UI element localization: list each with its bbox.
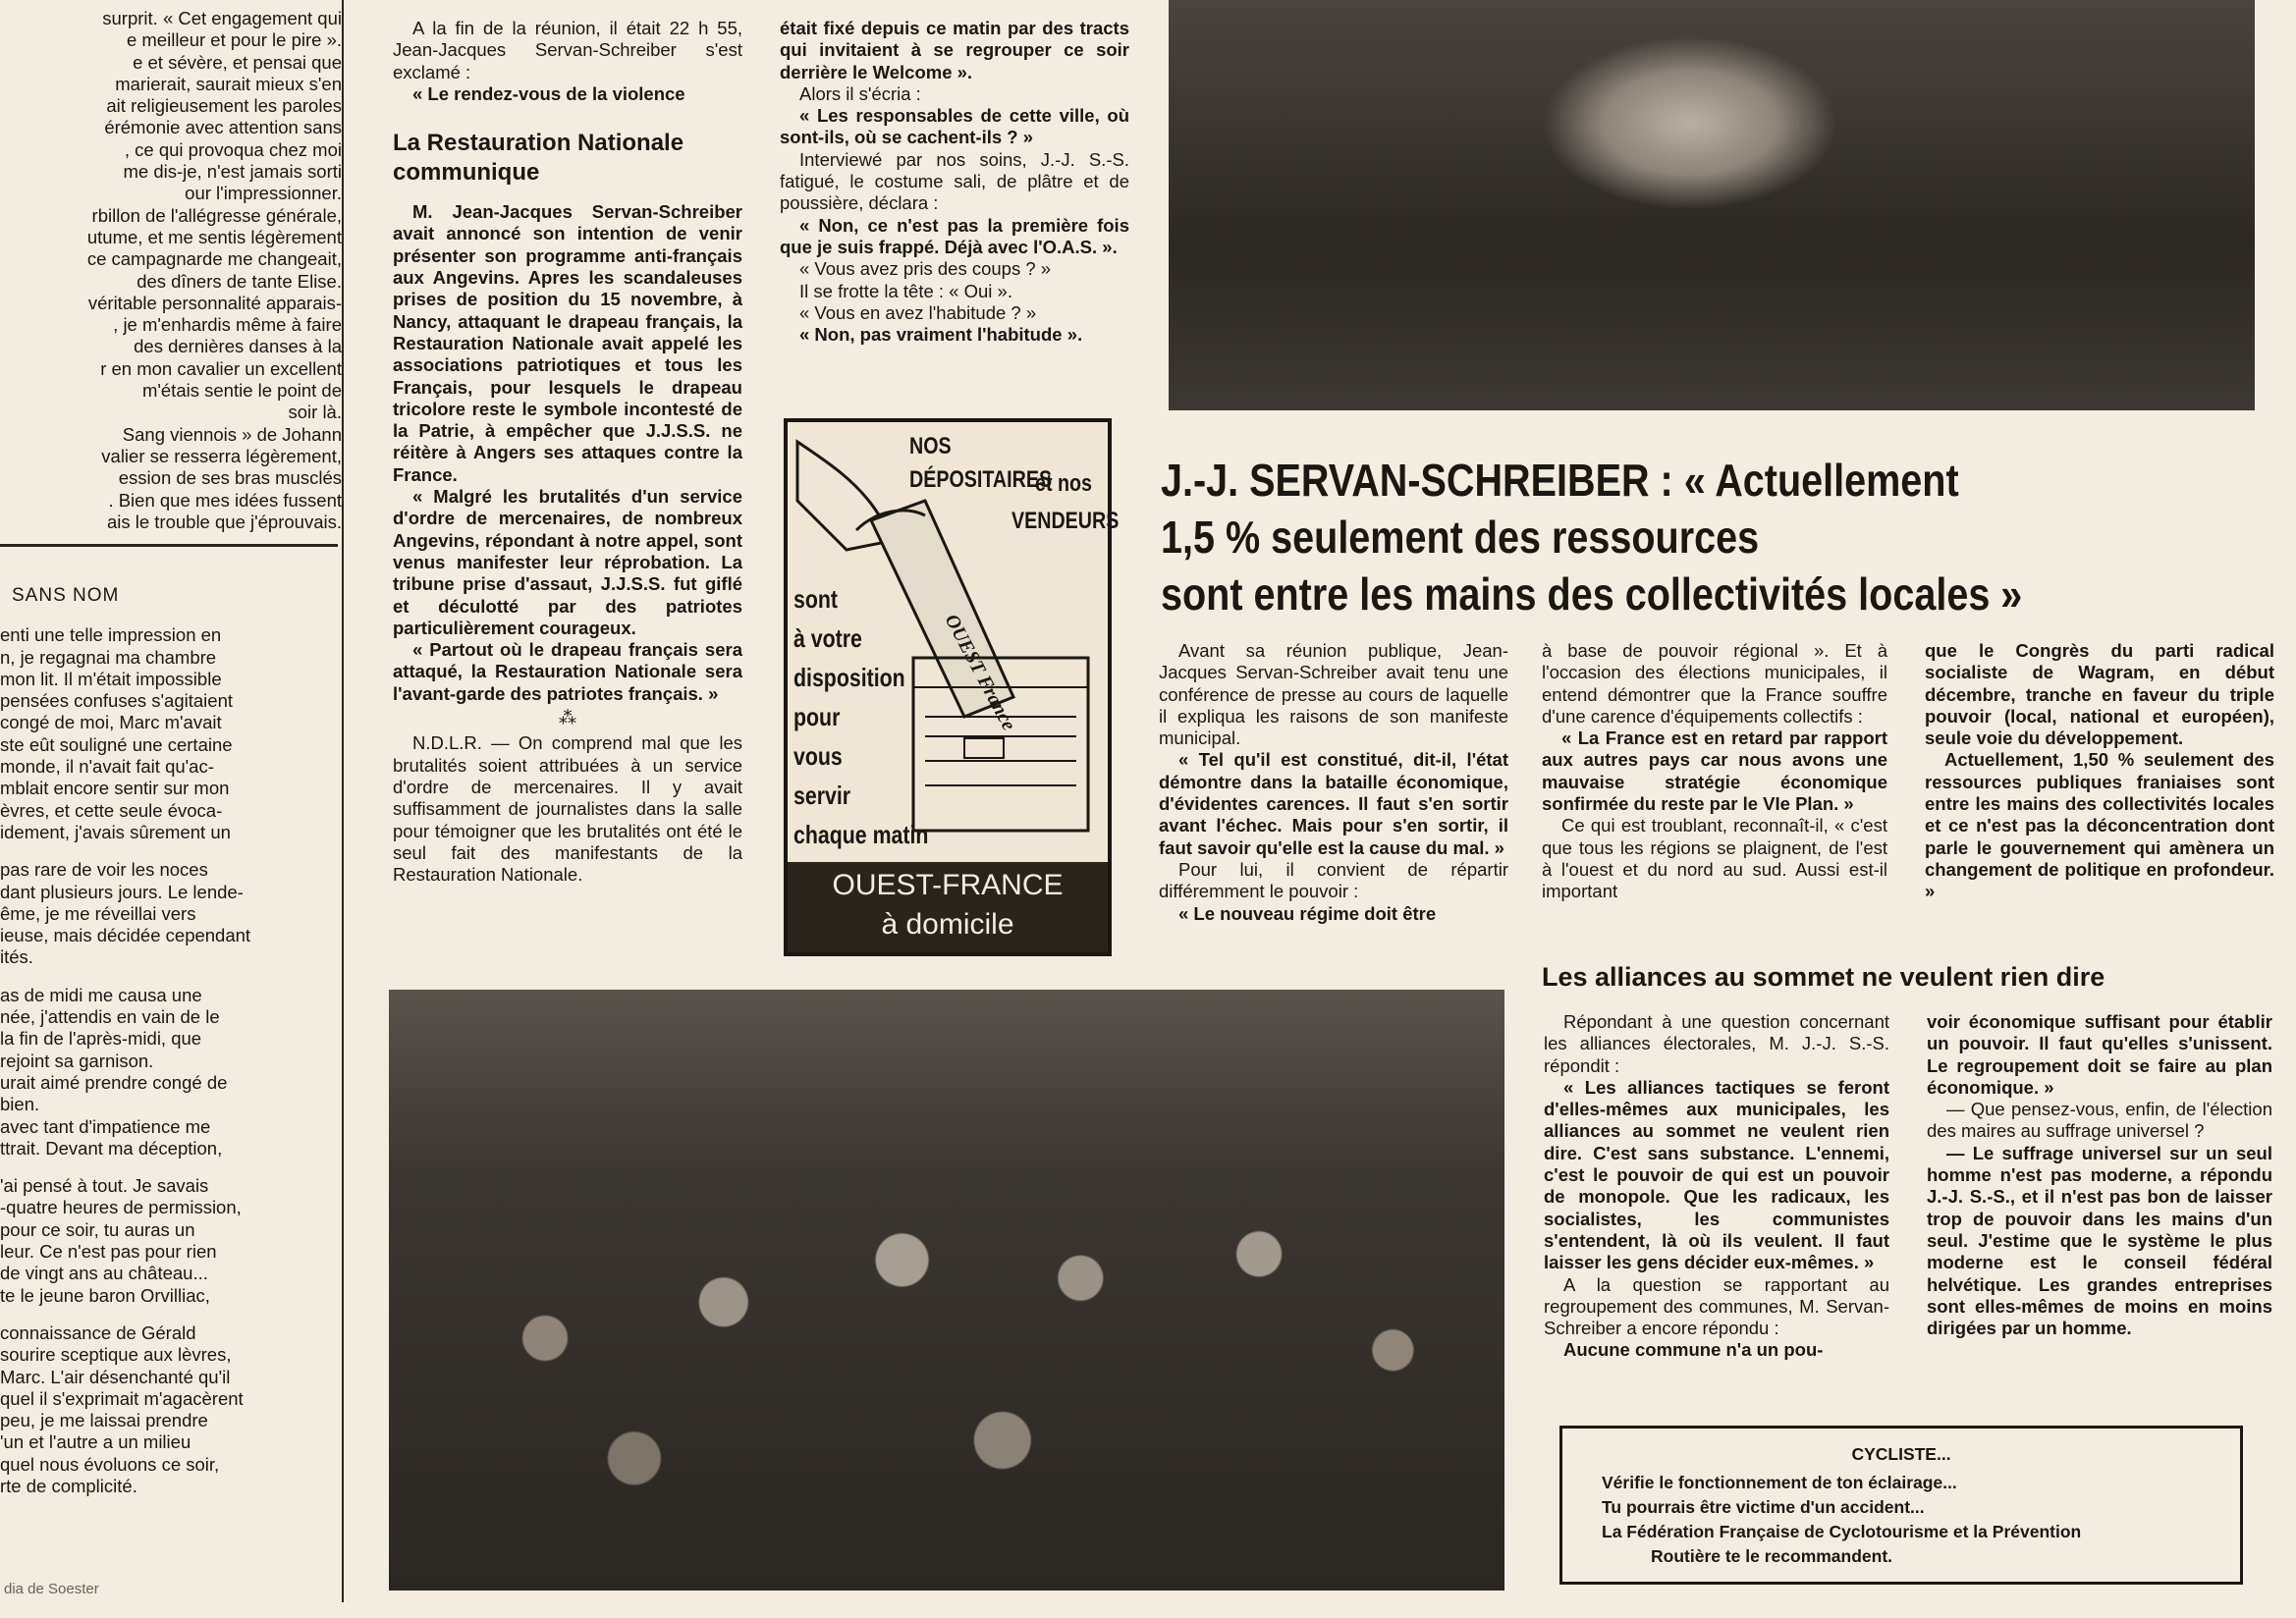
headline-line1: J.-J. SERVAN-SCHREIBER : « Actuellement: [1161, 455, 1959, 506]
text-line: -quatre heures de permission,: [0, 1197, 242, 1218]
separator-star: ⁂: [558, 707, 577, 728]
paragraph: à base de pouvoir régional ». Et à l'occasion des élections municipales, il entend démontrer que la France souffre d'une carence d'équipements collectifs :: [1542, 640, 1887, 727]
ad-line1: NOS DÉPOSITAIRES: [909, 433, 1053, 493]
text-line: pensées confuses s'agitaient: [0, 690, 233, 712]
headline-line3: sont entre les mains des collectivités locales »: [1161, 568, 2023, 620]
col1-divider-h: [0, 544, 338, 547]
text-line: te le jeune baron Orvilliac,: [0, 1284, 210, 1306]
text-line: leur. Ce n'est pas pour rien: [0, 1241, 217, 1263]
col2: [393, 18, 742, 886]
paragraph: « Non, ce n'est pas la première fois que je suis frappé. Déjà avec l'O.A.S. ».: [780, 214, 1129, 257]
text-line: sourire sceptique aux lèvres,: [0, 1344, 232, 1366]
ad-left-line: pour: [793, 702, 841, 731]
ad-line3: VENDEURS: [1011, 508, 1120, 534]
text-line: des dîners de tante Elise.: [137, 270, 342, 292]
paragraph: Aucune commune n'a un pou-: [1563, 1339, 1824, 1361]
ad-left-line: vous: [793, 741, 843, 771]
col1-bottom: [0, 585, 342, 1497]
col2-para: M. Jean-Jacques Servan-Schreiber avait annoncé son intention de venir présenter son programme anti-français aux Angevins. Apres les scandaleuses prises de position du 15 novembre, à Nancy, attaquant le drapeau français, la Restauration Nationale avait appelé les associations patriotiques et tous les Français, pour lesquels le drapeau tricolore reste le symbole incontesté de la Patrie, à empêcher que J.J.S.S. ne réitère à Angers ses attaques contre la France.: [393, 201, 742, 485]
text-line: ités.: [0, 946, 33, 968]
text-line: mon lit. Il m'était impossible: [0, 668, 222, 689]
ad-bar-subtitle: à domicile: [881, 908, 1014, 941]
text-line: congé de moi, Marc m'avait: [0, 712, 222, 733]
text-line: soir là.: [288, 402, 342, 423]
text-line: érémonie avec attention sans: [104, 117, 342, 138]
text-line: rbillon de l'allégresse générale,: [91, 204, 342, 226]
text-line: m'étais sentie le point de: [141, 380, 342, 402]
text-line: mblait encore sentir sur mon: [0, 778, 230, 799]
text-line: née, j'attendis en vain de le: [0, 1006, 220, 1028]
paragraph: — Le suffrage universel sur un seul homme n'est pas moderne, a répondu J.-J. S.-S., et il n'est pas bon de laisser trop de pouvoir dans les mains d'un seul. J'estime que le système le plus moderne est le conseil fédéral helvétique. Les grandes entreprises sont elles-mêmes de moins en moins dirigées par un homme.: [1927, 1142, 2272, 1339]
paragraph: Avant sa réunion publique, Jean-Jacques Servan-Schreiber avait tenu une conférence de presse au cours de laquelle il expliqua les raisons de son manifeste municipal.: [1159, 640, 1508, 749]
subhead-alliances: Les alliances au sommet ne veulent rien dire: [1542, 962, 2105, 992]
ad-footer-bar: [788, 862, 1108, 952]
text-line: rejoint sa garnison.: [0, 1050, 154, 1071]
text-line: véritable personnalité apparais-: [87, 292, 342, 313]
notice-line2: Tu pourrais être victime d'un accident...: [1602, 1497, 1925, 1517]
text-line: bien.: [0, 1094, 40, 1115]
ouest-france-ad: [784, 418, 1120, 956]
text-line: monde, il n'avait fait qu'ac-: [0, 756, 214, 778]
text-line: pour ce soir, tu auras un: [0, 1218, 195, 1240]
photo-credit: dia de Soester: [4, 1581, 99, 1597]
text-line: . Bien que mes idées fussent: [108, 489, 342, 511]
alliances-col1: [1544, 1011, 1889, 1362]
ndlr-note: N.D.L.R. — On comprend mal que les brutalités soient attribuées à un service d'ordre de mercenaires. Il y avait suffisamment de journalistes dans la salle pour témoigner que les brutalités ont été le seul fait des manifestants de la Restauration Nationale.: [393, 732, 742, 886]
text-line: surprit. « Cet engagement qui: [102, 8, 342, 28]
col2-quote: « Le rendez-vous de la violence: [412, 82, 685, 104]
cyclist-notice: [1559, 1426, 2243, 1585]
text-line: ieuse, mais décidée cependant: [0, 925, 251, 946]
paragraph: Répondant à une question concernant les alliances électorales, M. J.-J. S.-S. répondit :: [1544, 1011, 1889, 1076]
text-line: èvres, et cette seule évoca-: [0, 799, 223, 821]
ad-line2: et nos: [1035, 470, 1092, 497]
paragraph: « Tel qu'il est constitué, dit-il, l'état démontre dans la bataille économique, d'évidentes carences. Il faut s'en sortir avant l'échec. Mais pour s'en sortir, il faut savoir qu'elle est la cause du mal. »: [1159, 749, 1508, 858]
paragraph: « Le nouveau régime doit être: [1178, 902, 1437, 924]
paragraph: A la question se rapportant au regroupement des communes, M. Servan-Schreiber a encore répondu :: [1544, 1273, 1889, 1339]
paragraph: « La France est en retard par rapport aux autres pays car nous avons une mauvaise stratégie économique sonfirmée du reste par le VIe Plan. »: [1542, 728, 1887, 815]
text-line: Marc. L'air désenchanté qu'il: [0, 1366, 231, 1387]
text-line: la fin de l'après-midi, que: [0, 1028, 202, 1050]
text-line: quel il s'exprimait m'agacèrent: [0, 1387, 244, 1409]
text-line: valier se resserra légèrement,: [101, 445, 342, 466]
text-line: r en mon cavalier un excellent: [100, 357, 342, 379]
paragraph: « Vous en avez l'habitude ? »: [799, 301, 1037, 323]
paragraph: Actuellement, 1,50 % seulement des ressources publiques franiaises sont entre les mains des collectivités locales et ce n'est pas la déconcentration dont parle le gouvernement qui amènera un changement de politique en profondeur. »: [1925, 749, 2274, 902]
ad-left-line: disposition: [793, 663, 905, 692]
paragraph: Pour lui, il convient de répartir différemment le pouvoir :: [1159, 858, 1508, 902]
text-line: e meilleur et pour le pire ».: [126, 29, 342, 51]
paragraph: « Vous avez pris des coups ? »: [799, 258, 1052, 280]
text-line: n, je regagnai ma chambre: [0, 646, 217, 668]
subhead-restauration: La Restauration Nationale communique: [393, 130, 684, 187]
article-col2: [1542, 640, 1887, 903]
text-line: 'ai pensé à tout. Je savais: [0, 1175, 209, 1197]
text-line: me dis-je, n'est jamais sorti: [123, 161, 342, 183]
notice-title: CYCLISTE...: [1851, 1444, 1951, 1464]
paragraph: Ce qui est troublant, reconnaît-il, « c'est que tous les régions se plaignent, de l'est à l'ouest et du nord au sud. Aussi est-il important: [1542, 815, 1887, 902]
text-line: ttrait. Devant ma déception,: [0, 1137, 223, 1159]
text-line: as de midi me causa une: [0, 984, 202, 1005]
ad-left-line: à votre: [793, 623, 862, 653]
text-line: de vingt ans au château...: [0, 1263, 208, 1284]
col2-para: « Malgré les brutalités d'un service d'ordre de mercenaires, de nombreux Angevins, répondant à notre appel, sont venus manifester leur réprobation. La tribune prise d'assaut, J.J.S.S. fut giflé et déculotté par des patriotes particulièrement courageux.: [393, 486, 742, 638]
notice-line1: Vérifie le fonctionnement de ton éclairage...: [1602, 1473, 1957, 1492]
text-line: ce campagnarde me changeait,: [86, 248, 342, 270]
alliances-col2: [1927, 1011, 2272, 1339]
text-line: , ce qui provoqua chez moi: [124, 138, 342, 160]
col2-intro: A la fin de la réunion, il était 22 h 55, Jean-Jacques Servan-Schreiber s'est exclamé :: [393, 18, 742, 82]
text-line: e et sévère, et pensai que: [133, 51, 342, 73]
text-line: quel nous évoluons ce soir,: [0, 1453, 220, 1475]
text-line: enti une telle impression en: [0, 624, 222, 646]
text-line: pas rare de voir les noces: [0, 859, 208, 881]
col1-divider-v: [342, 0, 344, 1602]
text-line: Sang viennois » de Johann: [122, 423, 342, 445]
text-line: dant plusieurs jours. Le lende-: [0, 881, 244, 902]
paragraph: que le Congrès du parti radical socialiste de Wagram, en début décembre, tranche en faveur du triple pouvoir (local, national et européen), seule voie du développement.: [1925, 640, 2274, 749]
text-line: peu, je me laissai prendre: [0, 1410, 208, 1431]
text-line: avec tant d'impatience me: [0, 1115, 211, 1137]
notice-line3: La Fédération Française de Cyclotourisme et la Prévention: [1602, 1522, 2082, 1541]
story-heading: SANS NOM: [12, 585, 120, 606]
col2-para: « Partout où le drapeau français sera attaqué, la Restauration Nationale sera l'avant-garde des patriotes français. »: [393, 639, 742, 704]
text-line: idement, j'avais sûrement un: [0, 821, 231, 842]
ad-left-line: sont: [793, 584, 839, 614]
photo-servan-schreiber: [1169, 0, 2255, 410]
text-line: ession de ses bras musclés: [118, 467, 342, 489]
ad-paper-label: OUEST France: [940, 611, 1020, 734]
ad-left-line: servir: [793, 781, 851, 810]
paragraph: voir économique suffisant pour établir un pouvoir. Il faut qu'elles s'unissent. Le regroupement doit se faire au plan économique. »: [1927, 1011, 2272, 1098]
text-line: our l'impressionner.: [185, 183, 342, 204]
text-line: , je m'enhardis même à faire: [113, 314, 342, 336]
col3: [780, 18, 1129, 346]
text-line: urait aimé prendre congé de: [0, 1071, 228, 1093]
notice-line4: Routière te le recommandent.: [1651, 1546, 1893, 1566]
article-col1: [1159, 640, 1508, 925]
text-line: ste eût souligné une certaine: [0, 733, 233, 755]
text-line: marierait, saurait mieux s'en: [115, 73, 342, 94]
ad-left-text: [793, 579, 928, 854]
col1-top: [0, 8, 342, 533]
article-col3: [1925, 640, 2274, 903]
main-headline: [1161, 452, 2056, 622]
ad-left-line: chaque matin: [793, 820, 929, 849]
text-line: ait religieusement les paroles: [106, 95, 342, 117]
text-line: 'un et l'autre a un milieu: [0, 1431, 191, 1453]
text-line: ais le trouble que j'éprouvais.: [106, 511, 342, 532]
paragraph: Interviewé par nos soins, J.-J. S.-S. fatigué, le costume sali, de plâtre et de poussière, déclara :: [780, 148, 1129, 214]
headline-line2: 1,5 % seulement des ressources: [1161, 512, 1760, 563]
text-line: utume, et me sentis légèrement: [86, 226, 342, 247]
ad-bar-title: OUEST-FRANCE: [832, 869, 1064, 901]
paragraph: « Non, pas vraiment l'habitude ».: [799, 324, 1083, 346]
text-line: connaissance de Gérald: [0, 1321, 196, 1343]
text-line: ême, je me réveillai vers: [0, 902, 196, 924]
paragraph: Il se frotte la tête : « Oui ».: [799, 280, 1012, 301]
paragraph: — Que pensez-vous, enfin, de l'élection des maires au suffrage universel ?: [1927, 1099, 2272, 1142]
paragraph: Alors il s'écria :: [799, 82, 921, 104]
paragraph: « Les responsables de cette ville, où sont-ils, où se cachent-ils ? »: [780, 105, 1129, 148]
paragraph: « Les alliances tactiques se feront d'elles-mêmes aux municipales, les alliances au sommet ne veulent rien dire. C'est sans substance. L'ennemi, c'est le pouvoir de qui est un pouvoir de monopole. Que les radicaux, les socialistes, les communistes s'entendent, là où ils veulent. Il faut laisser les gens décider eux-mêmes. »: [1544, 1076, 1889, 1273]
photo-crowd: [389, 990, 1504, 1591]
text-line: rte de complicité.: [0, 1475, 137, 1496]
text-line: des dernières danses à la: [134, 336, 342, 357]
paragraph: était fixé depuis ce matin par des tracts qui invitaient à se regrouper ce soir derrière le Welcome ».: [780, 18, 1129, 82]
